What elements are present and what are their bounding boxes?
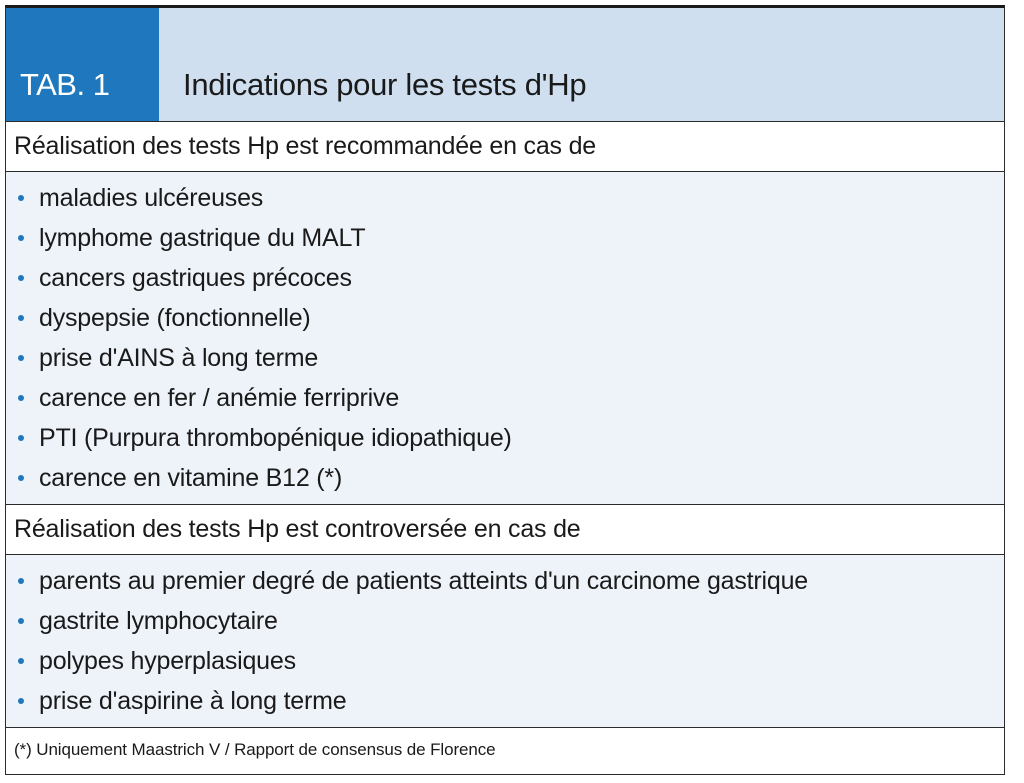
list-item-text: parents au premier degré de patients atteints d'un carcinome gastrique bbox=[39, 566, 809, 595]
bullet-dot-icon bbox=[18, 618, 24, 624]
list-item bbox=[6, 178, 1004, 218]
bullet-dot-icon bbox=[18, 578, 24, 584]
list-item-text: carence en fer / anémie ferriprive bbox=[39, 383, 400, 412]
list-item bbox=[6, 681, 1004, 721]
list-item-text: prise d'aspirine à long terme bbox=[39, 686, 347, 715]
bullet-dot-icon bbox=[18, 475, 24, 481]
table-title: Indications pour les tests d'Hp bbox=[159, 8, 1004, 121]
list-item bbox=[6, 258, 1004, 298]
list-item-text: prise d'AINS à long terme bbox=[39, 343, 319, 372]
list-item bbox=[6, 298, 1004, 338]
list-item-text: polypes hyperplasiques bbox=[39, 646, 296, 675]
list-item-text: gastrite lymphocytaire bbox=[39, 606, 278, 635]
list-item bbox=[6, 601, 1004, 641]
table-header bbox=[6, 8, 1004, 122]
list-item-text: cancers gastriques précoces bbox=[39, 263, 352, 292]
section-heading-recommended: Réalisation des tests Hp est recommandée en cas de bbox=[6, 122, 1004, 172]
indications-table bbox=[5, 5, 1005, 775]
bullet-dot-icon bbox=[18, 355, 24, 361]
bullet-dot-icon bbox=[18, 395, 24, 401]
list-item bbox=[6, 418, 1004, 458]
list-item bbox=[6, 338, 1004, 378]
list-item-text: maladies ulcéreuses bbox=[39, 183, 264, 212]
tab-number-badge: TAB. 1 bbox=[6, 8, 159, 121]
list-item bbox=[6, 561, 1004, 601]
footnote: (*) Uniquement Maastrich V / Rapport de consensus de Florence bbox=[6, 728, 1004, 772]
list-item-text: dyspepsie (fonctionnelle) bbox=[39, 303, 311, 332]
list-item bbox=[6, 218, 1004, 258]
list-item bbox=[6, 378, 1004, 418]
bullet-dot-icon bbox=[18, 658, 24, 664]
list-item-text: lymphome gastrique du MALT bbox=[39, 223, 366, 252]
bullet-dot-icon bbox=[18, 435, 24, 441]
bullet-dot-icon bbox=[18, 235, 24, 241]
bullet-dot-icon bbox=[18, 315, 24, 321]
controversial-list bbox=[6, 555, 1004, 728]
list-item bbox=[6, 458, 1004, 498]
section-heading-controversial: Réalisation des tests Hp est controversée en cas de bbox=[6, 505, 1004, 555]
list-item-text: carence en vitamine B12 (*) bbox=[39, 463, 343, 492]
bullet-dot-icon bbox=[18, 195, 24, 201]
list-item bbox=[6, 641, 1004, 681]
bullet-dot-icon bbox=[18, 275, 24, 281]
list-item-text: PTI (Purpura thrombopénique idiopathique) bbox=[39, 423, 512, 452]
bullet-dot-icon bbox=[18, 698, 24, 704]
recommended-list bbox=[6, 172, 1004, 505]
